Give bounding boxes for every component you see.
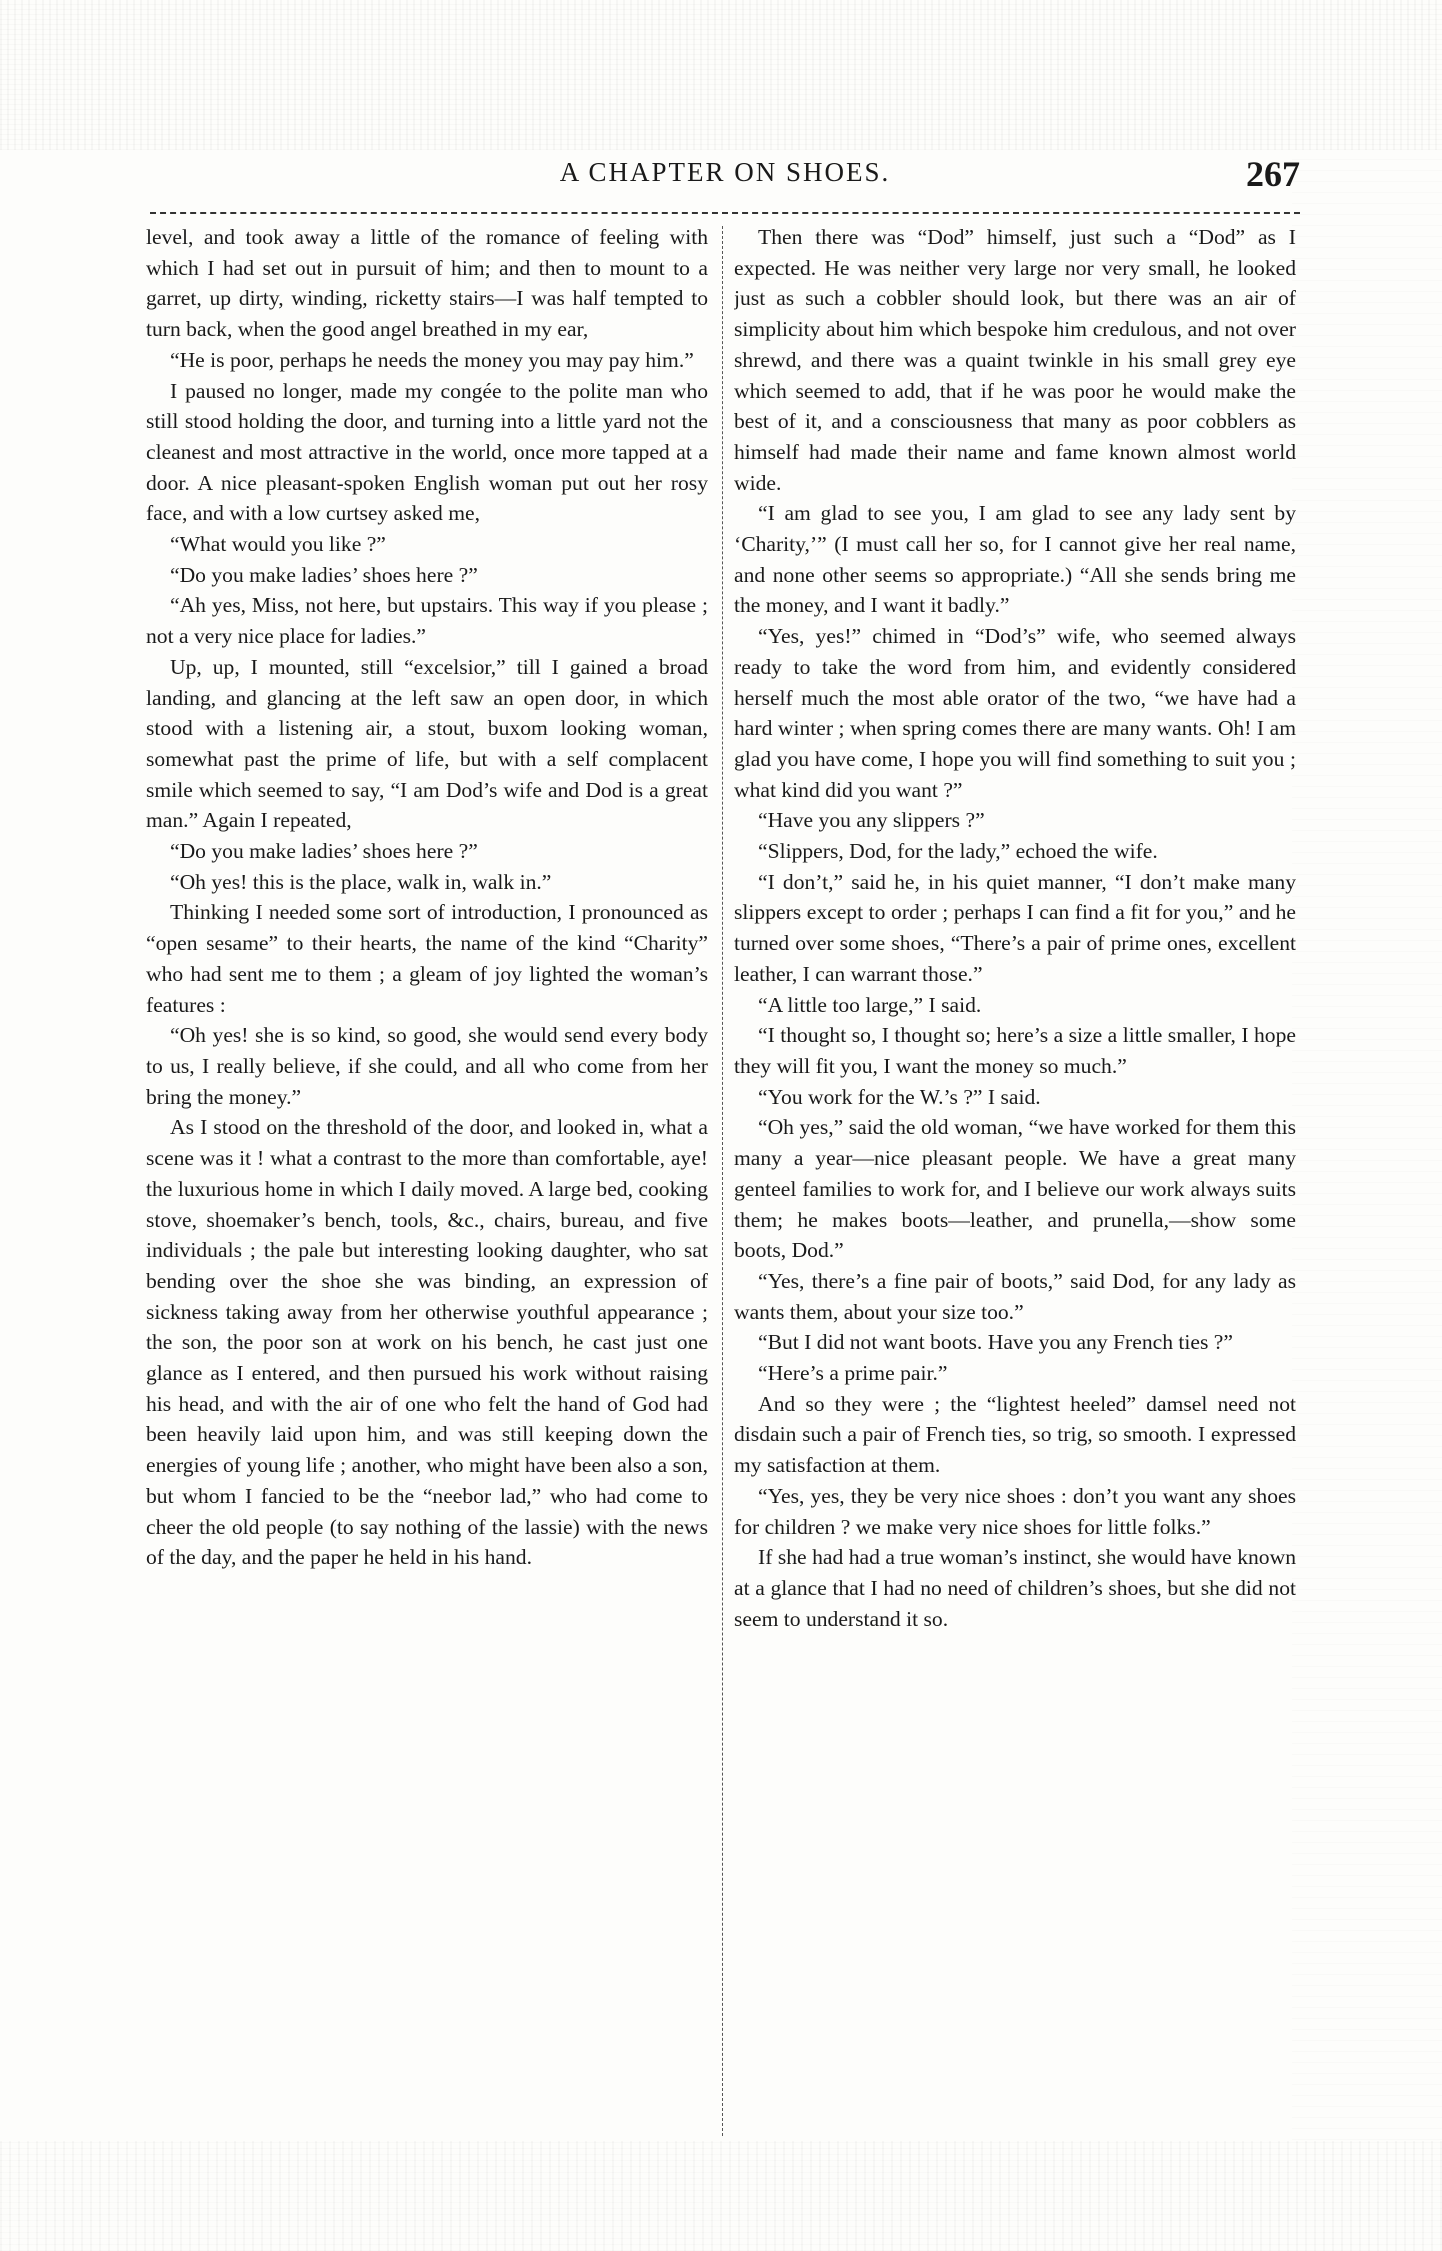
running-head	[150, 153, 1300, 203]
page-number: 267	[1246, 154, 1300, 194]
paragraph: Up, up, I mounted, still “excelsior,” till I gained a broad landing, and glancing at the left saw an open door, in which stood with a listening air, a stout, buxom looking woman, somewhat past the prime of life, but with a self complacent smile which seemed to say, “I am Dod’s wife and Dod is a great man.” Again I repeated,	[146, 654, 708, 833]
paragraph: If she had had a true woman’s instinct, she would have known at a glance that I had no need of children’s shoes, but she did not seem to understand it so.	[734, 1545, 1296, 1631]
paragraph: As I stood on the threshold of the door, and looked in, what a scene was it ! what a contrast to the more than comfortable, aye! the luxurious home in which I daily moved. A large bed, cooking stove, shoemaker’s bench, tools, &c., chairs, bureau, and five individuals ; the pale but interesting looking daughter, who sat bending over the shoe she was binding, an expression of sickness taking away from her otherwise youthful appearance ; the son, the poor son at work on his bench, he cast just one glance as I entered, and then pursued his work without raising his head, and with the air of one who felt the hand of God had been heavily laid upon him, and was still keeping down the energies of young life ; another, who might have been also a son, but whom I fancied to be the “neebor lad,” who had come to cheer the old people (to say nothing of the lassie) with the news of the day, and the paper he held in his hand.	[146, 1115, 708, 1570]
paragraph: “What would you like ?”	[170, 532, 386, 557]
right-column	[734, 222, 1296, 2152]
paragraph: “Yes, there’s a fine pair of boots,” said Dod, for any lady as wants them, about your size too.”	[734, 1268, 1296, 1324]
header-rule	[150, 212, 1300, 214]
paragraph: level, and took away a little of the romance of feeling with which I had set out in pursuit of him; and then to mount to a garret, up dirty, winding, ricketty stairs—I was half tempted to turn back, when the good angel breathed in my ear,	[146, 225, 708, 342]
paragraph: “Slippers, Dod, for the lady,” echoed the wife.	[758, 839, 1158, 864]
paragraph: Then there was “Dod” himself, just such a “Dod” as I expected. He was neither very large nor very small, he looked just as such a cobbler should look, but there was an air of simplicity about him which bespoke him credulous, and not over shrewd, and there was a quaint twinkle in his small grey eye which seemed to add, that if he was poor he would make the best of it, and a consciousness that many as poor cobblers as himself had made their name and fame known almost world wide.	[734, 225, 1296, 495]
paragraph: “Oh yes,” said the old woman, “we have worked for them this many a year—nice pleasant people. We have a great many genteel families to work for, and I believe our work always suits them; he makes boots—leather, and prunella,—show some boots, Dod.”	[734, 1115, 1296, 1263]
paragraph: “Have you any slippers ?”	[758, 808, 985, 833]
right-margin-scan-noise	[1292, 150, 1442, 2140]
paragraph: “You work for the W.’s ?” I said.	[758, 1084, 1041, 1109]
bottom-scan-noise	[0, 2141, 1442, 2251]
paragraph: “Yes, yes, they be very nice shoes : don’t you want any shoes for children ? we make very nice shoes for little folks.”	[734, 1483, 1296, 1539]
paragraph: Thinking I needed some sort of introduction, I pronounced as “open sesame” to their hearts, the name of the kind “Charity” who had sent me to them ; a gleam of joy lighted the woman’s features :	[146, 900, 708, 1017]
paragraph: “I don’t,” said he, in his quiet manner, “I don’t make many slippers except to order ; perhaps I can find a fit for you,” and he turned over some shoes, “There’s a pair of prime ones, excellent leather, I can warrant those.”	[734, 869, 1296, 986]
paragraph: “Here’s a prime pair.”	[758, 1361, 948, 1386]
paragraph: “I am glad to see you, I am glad to see any lady sent by ‘Charity,’” (I must call her so, for I cannot give her real name, and none other seems so appropriate.) “All she sends bring me the money, and I want it badly.”	[734, 501, 1296, 618]
paragraph: “Do you make ladies’ shoes here ?”	[170, 839, 478, 864]
paragraph: “Yes, yes!” chimed in “Dod’s” wife, who seemed always ready to take the word from him, and evidently considered herself much the most able orator of the two, “we have had a hard winter ; when spring comes there are many wants. Oh! I am glad you have come, I hope you will find something to suit you ; what kind did you want ?”	[734, 624, 1296, 802]
paragraph: And so they were ; the “lightest heeled” damsel need not disdain such a pair of French ties, so trig, so smooth. I expressed my satisfaction at them.	[734, 1391, 1296, 1478]
paragraph: “Oh yes! she is so kind, so good, she would send every body to us, I really believe, if she could, and all who come from her bring the money.”	[146, 1023, 708, 1109]
paragraph: “I thought so, I thought so; here’s a size a little smaller, I hope they will fit you, I want the money so much.”	[734, 1023, 1296, 1078]
running-title: A CHAPTER ON SHOES.	[559, 157, 891, 187]
paragraph: “Do you make ladies’ shoes here ?”	[170, 562, 478, 587]
left-column	[146, 222, 708, 2152]
paragraph: “A little too large,” I said.	[758, 992, 982, 1017]
top-scan-noise	[0, 0, 1442, 150]
paragraph: “Ah yes, Miss, not here, but upstairs. This way if you please ; not a very nice place for ladies.”	[146, 593, 708, 649]
text-columns	[146, 222, 1298, 2152]
paragraph: I paused no longer, made my congée to the polite man who still stood holding the door, and turning into a little yard not the cleanest and most attractive in the world, once more tapped at a door. A nice pleasant-spoken English woman put out her rosy face, and with a low curtsey asked me,	[146, 378, 708, 526]
paragraph: “Oh yes! this is the place, walk in, walk in.”	[170, 869, 552, 894]
paragraph: “He is poor, perhaps he needs the money you may pay him.”	[170, 347, 694, 372]
paragraph: “But I did not want boots. Have you any French ties ?”	[758, 1330, 1233, 1355]
